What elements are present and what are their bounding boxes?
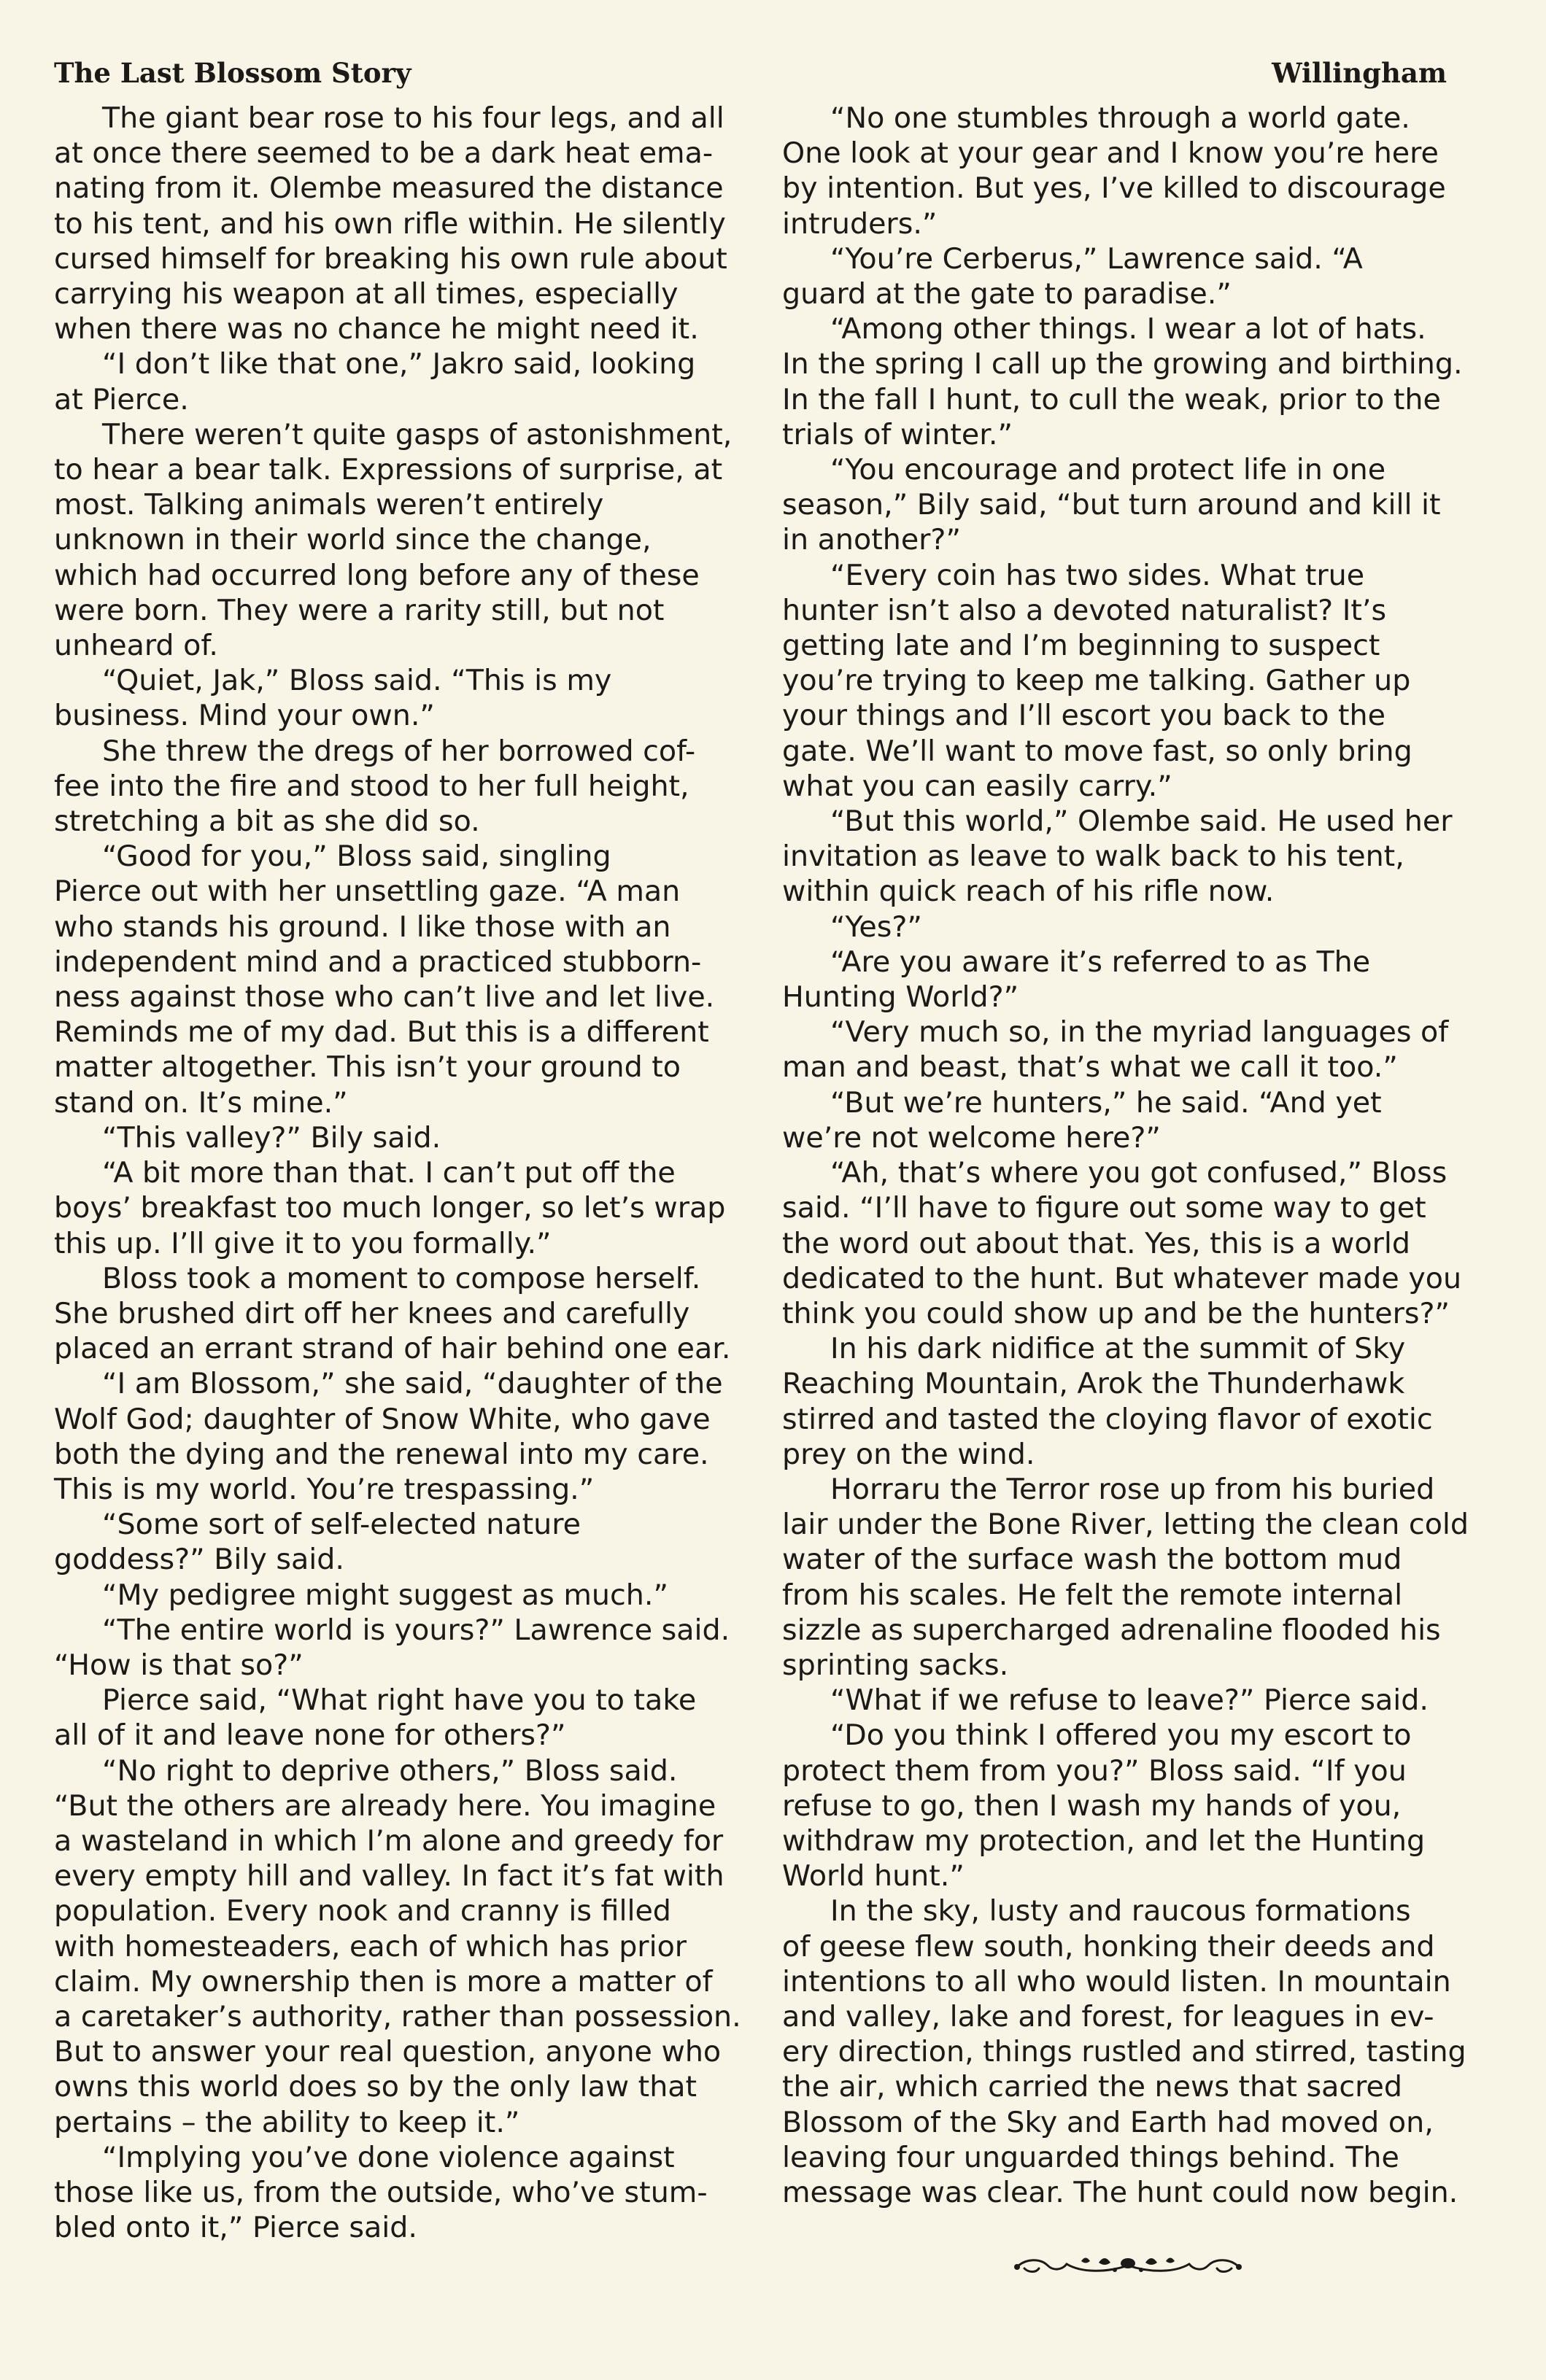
text-line: Blossom of the Sky and Earth had moved on, bbox=[782, 2105, 1434, 2139]
text-line: message was clear. The hunt could now begin. bbox=[782, 2175, 1458, 2209]
text-line: She threw the dregs of her borrowed cof- bbox=[102, 734, 696, 768]
left-paragraph bbox=[54, 1753, 786, 2140]
text-line: population. Every nook and cranny is filled bbox=[54, 1894, 671, 1929]
text-line: In the spring I call up the growing and birthing. bbox=[782, 347, 1463, 381]
text-line: But to answer your real question, anyone who bbox=[54, 2035, 722, 2069]
right-paragraph bbox=[782, 1155, 1497, 1331]
text-line: “Ah, that’s where you got confused,” Bloss bbox=[830, 1156, 1448, 1190]
text-line: carrying his weapon at all times, especially bbox=[54, 277, 679, 311]
text-line: In his dark nidifice at the summit of Sky bbox=[830, 1332, 1406, 1366]
text-line: stirred and tasted the cloying flavor of exotic bbox=[782, 1402, 1433, 1436]
text-line: Hunting World?” bbox=[782, 980, 1019, 1015]
page-header bbox=[54, 53, 1447, 93]
left-paragraph bbox=[54, 417, 786, 663]
left-paragraph bbox=[54, 839, 786, 1120]
right-paragraph bbox=[782, 1683, 1497, 1718]
right-paragraph bbox=[782, 558, 1497, 804]
left-paragraph bbox=[54, 734, 786, 840]
text-line: owns this world does so by the only law that bbox=[54, 2070, 697, 2104]
text-line: were born. They were a rarity still, but not bbox=[54, 593, 665, 627]
text-line: withdraw my protection, and let the Hunting bbox=[782, 1823, 1426, 1858]
text-line: water of the surface wash the bottom mud bbox=[782, 1543, 1402, 1577]
right-paragraph bbox=[782, 1015, 1497, 1085]
left-paragraph bbox=[54, 1120, 786, 1155]
text-line: protect them from you?” Bloss said. “If you bbox=[782, 1753, 1407, 1788]
text-line: “A bit more than that. I can’t put off the bbox=[102, 1156, 676, 1190]
text-line: “Are you aware it’s referred to as The bbox=[830, 945, 1371, 979]
text-line: “Implying you’ve done violence against bbox=[102, 2140, 675, 2174]
text-line: prey on the wind. bbox=[782, 1437, 1035, 1471]
text-line: your things and I’ll escort you back to the bbox=[782, 699, 1385, 733]
text-line: “Yes?” bbox=[830, 910, 922, 944]
text-line: stand on. It’s mine.” bbox=[54, 1085, 348, 1120]
text-line: at once there seemed to be a dark heat ema- bbox=[54, 136, 714, 171]
text-line: Pierce said, “What right have you to take bbox=[102, 1683, 697, 1718]
text-line: placed an errant strand of hair behind one ear. bbox=[54, 1332, 731, 1366]
text-line: we’re not welcome here?” bbox=[782, 1120, 1161, 1155]
text-line: of geese flew south, honking their deeds and bbox=[782, 1929, 1435, 1964]
text-line: bled onto it,” Pierce said. bbox=[54, 2211, 417, 2245]
text-line: “No right to deprive others,” Bloss said. bbox=[102, 1753, 678, 1788]
text-line: “Very much so, in the myriad languages of bbox=[830, 1015, 1449, 1050]
text-line: intruders.” bbox=[782, 206, 938, 241]
left-paragraph bbox=[54, 1578, 786, 1613]
text-line: and valley, lake and forest, for leagues in ev- bbox=[782, 1999, 1434, 2034]
right-text-column bbox=[782, 101, 1497, 2210]
text-line: ness against those who can’t live and let live. bbox=[54, 980, 715, 1015]
right-paragraph bbox=[782, 452, 1497, 558]
text-line: Horraru the Terror rose up from his buried bbox=[830, 1472, 1435, 1506]
text-line: cursed himself for breaking his own rule about bbox=[54, 241, 727, 276]
text-line: “This valley?” Bily said. bbox=[102, 1120, 441, 1155]
left-paragraph bbox=[54, 2140, 786, 2246]
text-line: “Do you think I offered you my escort to bbox=[830, 1718, 1412, 1753]
text-line: Reminds me of my dad. But this is a different bbox=[54, 1015, 709, 1050]
right-paragraph bbox=[782, 1331, 1497, 1472]
text-line: in another?” bbox=[782, 523, 961, 557]
text-line: when there was no chance he might need it. bbox=[54, 312, 699, 346]
text-line: “Some sort of self-elected nature bbox=[102, 1508, 581, 1542]
text-line: season,” Bily said, “but turn around and kill it bbox=[782, 488, 1441, 522]
text-line: think you could show up and be the hunters?” bbox=[782, 1296, 1450, 1330]
author-name: Willingham bbox=[1272, 57, 1447, 89]
text-line: you’re trying to keep me talking. Gather up bbox=[782, 664, 1411, 698]
text-line: man and beast, that’s what we call it too.” bbox=[782, 1050, 1398, 1085]
left-paragraph bbox=[54, 1683, 786, 1753]
right-paragraph bbox=[782, 1718, 1497, 1893]
left-paragraph bbox=[54, 1155, 786, 1261]
text-line: “But this world,” Olembe said. He used her bbox=[830, 805, 1453, 839]
text-line: She brushed dirt off her knees and carefully bbox=[54, 1296, 690, 1330]
text-line: sprinting sacks. bbox=[782, 1648, 1009, 1682]
left-paragraph bbox=[54, 101, 786, 346]
text-line: to his tent, and his own rifle within. He silently bbox=[54, 206, 726, 241]
text-line: “What if we refuse to leave?” Pierce said. bbox=[830, 1683, 1429, 1718]
text-line: this up. I’ll give it to you formally.” bbox=[54, 1226, 552, 1260]
text-line: from his scales. He felt the remote internal bbox=[782, 1578, 1403, 1612]
text-line: “You’re Cerberus,” Lawrence said. “A bbox=[830, 241, 1363, 276]
text-line: guard at the gate to paradise.” bbox=[782, 277, 1232, 311]
left-paragraph bbox=[54, 1366, 786, 1507]
left-text-column bbox=[54, 101, 786, 2245]
text-line: “Every coin has two sides. What true bbox=[830, 558, 1365, 592]
text-line: unknown in their world since the change, bbox=[54, 523, 652, 557]
text-line: the word out about that. Yes, this is a world bbox=[782, 1226, 1410, 1260]
text-line: “Quiet, Jak,” Bloss said. “This is my bbox=[102, 664, 612, 698]
right-paragraph bbox=[782, 241, 1497, 311]
text-line: “But the others are already here. You imagine bbox=[54, 1788, 716, 1823]
text-line: boys’ breakfast too much longer, so let’s wrap bbox=[54, 1191, 726, 1225]
text-line: “You encourage and protect life in one bbox=[830, 453, 1386, 487]
text-line: “How is that so?” bbox=[54, 1648, 304, 1682]
text-line: the air, which carried the news that sacred bbox=[782, 2070, 1403, 2104]
text-line: “I don’t like that one,” Jakro said, looking bbox=[102, 347, 696, 381]
text-line: a caretaker’s authority, rather than possession. bbox=[54, 1999, 741, 2034]
text-line: goddess?” Bily said. bbox=[54, 1543, 344, 1577]
text-line: Reaching Mountain, Arok the Thunderhawk bbox=[782, 1367, 1405, 1401]
text-line: every empty hill and valley. In fact it’s fat with bbox=[54, 1859, 724, 1893]
right-paragraph bbox=[782, 1472, 1497, 1683]
text-line: lair under the Bone River, letting the clean cold bbox=[782, 1508, 1469, 1542]
text-line: Bloss took a moment to compose herself. bbox=[102, 1261, 701, 1295]
text-line: who stands his ground. I like those with an bbox=[54, 910, 671, 944]
text-line: those like us, from the outside, who’ve stum- bbox=[54, 2175, 708, 2209]
text-line: getting late and I’m beginning to suspect bbox=[782, 629, 1380, 663]
text-line: claim. My ownership then is more a matter of bbox=[54, 1964, 713, 1999]
text-line: “No one stumbles through a world gate. bbox=[830, 101, 1410, 135]
text-line: “The entire world is yours?” Lawrence said. bbox=[102, 1613, 730, 1647]
text-line: unheard of. bbox=[54, 629, 218, 663]
left-paragraph bbox=[54, 1613, 786, 1683]
left-paragraph bbox=[54, 1261, 786, 1367]
text-line: pertains – the ability to keep it.” bbox=[54, 2105, 520, 2139]
text-line: gate. We’ll want to move fast, so only bring bbox=[782, 734, 1412, 768]
text-line: The giant bear rose to his four legs, and all bbox=[102, 101, 724, 135]
text-line: independent mind and a practiced stubborn- bbox=[54, 945, 702, 979]
text-line: There weren’t quite gasps of astonishment, bbox=[102, 417, 733, 451]
right-paragraph bbox=[782, 1085, 1497, 1155]
text-line: to hear a bear talk. Expressions of surprise, at bbox=[54, 453, 723, 487]
right-paragraph bbox=[782, 804, 1497, 910]
text-line: refuse to go, then I wash my hands of you, bbox=[782, 1788, 1402, 1823]
right-paragraph bbox=[782, 910, 1497, 945]
text-line: with homesteaders, each of which has prior bbox=[54, 1929, 687, 1964]
text-line: intentions to all who would listen. In mountain bbox=[782, 1964, 1451, 1999]
story-title: The Last Blossom Story bbox=[54, 57, 411, 89]
text-line: what you can easily carry.” bbox=[782, 769, 1172, 803]
text-line: most. Talking animals weren’t entirely bbox=[54, 488, 604, 522]
text-line: “Among other things. I wear a lot of hats. bbox=[830, 312, 1426, 346]
text-line: “I am Blossom,” she said, “daughter of the bbox=[102, 1367, 723, 1401]
right-paragraph bbox=[782, 101, 1497, 241]
text-line: sizzle as supercharged adrenaline flooded his bbox=[782, 1613, 1441, 1647]
right-paragraph bbox=[782, 1893, 1497, 2210]
text-line: all of it and leave none for others?” bbox=[54, 1718, 566, 1753]
left-paragraph bbox=[54, 1507, 786, 1577]
text-line: a wasteland in which I’m alone and greedy for bbox=[54, 1823, 724, 1858]
text-line: invitation as leave to walk back to his tent, bbox=[782, 840, 1404, 874]
left-paragraph bbox=[54, 663, 786, 733]
left-paragraph bbox=[54, 346, 786, 416]
text-line: leaving four unguarded things behind. The bbox=[782, 2140, 1399, 2174]
text-line: within quick reach of his rifle now. bbox=[782, 875, 1275, 909]
text-line: nating from it. Olembe measured the distance bbox=[54, 171, 724, 206]
text-line: This is my world. You’re trespassing.” bbox=[54, 1472, 595, 1506]
text-line: World hunt.” bbox=[782, 1859, 965, 1893]
decorative-flourish-icon bbox=[1011, 2251, 1245, 2277]
right-paragraph bbox=[782, 311, 1497, 452]
text-line: Wolf God; daughter of Snow White, who gave bbox=[54, 1402, 711, 1436]
text-line: matter altogether. This isn’t your ground to bbox=[54, 1050, 681, 1085]
text-line: business. Mind your own.” bbox=[54, 699, 435, 733]
text-line: In the fall I hunt, to cull the weak, prior to the bbox=[782, 382, 1441, 416]
text-line: “My pedigree might suggest as much.” bbox=[102, 1578, 668, 1612]
text-line: fee into the fire and stood to her full height, bbox=[54, 769, 689, 803]
text-line: In the sky, lusty and raucous formations bbox=[830, 1894, 1411, 1929]
text-line: by intention. But yes, I’ve killed to discourage bbox=[782, 171, 1446, 206]
text-line: dedicated to the hunt. But whatever made you bbox=[782, 1261, 1462, 1295]
text-line: hunter isn’t also a devoted naturalist? It’s bbox=[782, 593, 1387, 627]
text-line: both the dying and the renewal into my care. bbox=[54, 1437, 709, 1471]
text-line: trials of winter.” bbox=[782, 417, 1013, 451]
text-line: stretching a bit as she did so. bbox=[54, 805, 480, 839]
text-line: which had occurred long before any of these bbox=[54, 558, 700, 592]
text-line: said. “I’ll have to figure out some way to get bbox=[782, 1191, 1426, 1225]
text-line: Pierce out with her unsettling gaze. “A man bbox=[54, 875, 681, 909]
text-line: One look at your gear and I know you’re here bbox=[782, 136, 1439, 171]
right-paragraph bbox=[782, 945, 1497, 1015]
text-line: “Good for you,” Bloss said, singling bbox=[102, 840, 611, 874]
text-line: ery direction, things rustled and stirred, tasting bbox=[782, 2035, 1466, 2069]
text-line: “But we’re hunters,” he said. “And yet bbox=[830, 1085, 1382, 1120]
text-line: at Pierce. bbox=[54, 382, 189, 416]
